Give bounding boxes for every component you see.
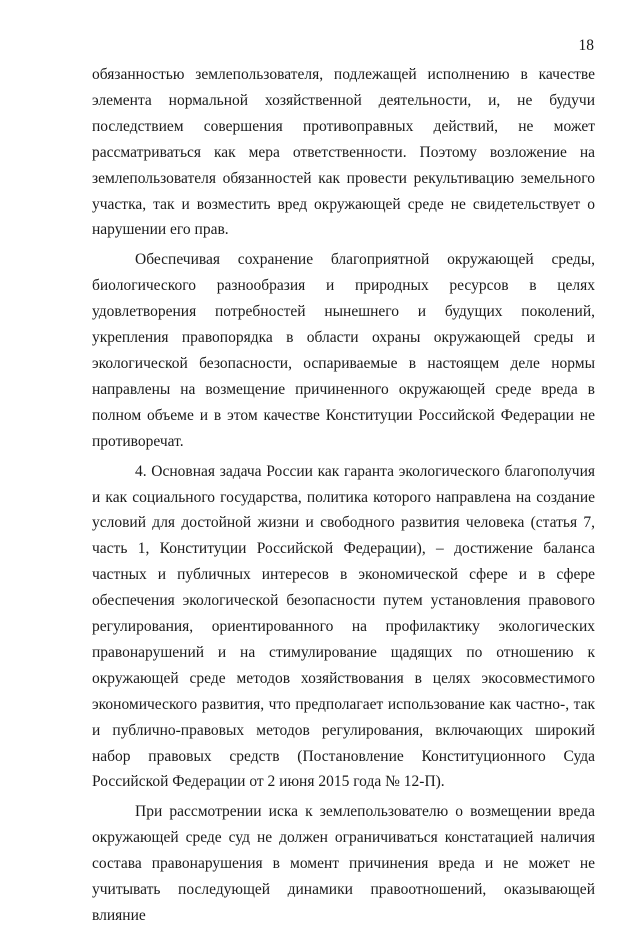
paragraph-section-4: 4. Основная задача России как гаранта экологического благополучия и как социального государства, политика которого направлена на создание условий для достойной жизни и свободного развития человека (статья 7, часть 1, Конституции Российской Федерации), – достижение баланса частных и публичных интересов в экономической сфере и в сфере обеспечения экологической безопасности путем установления правового регулирования, ориентированного на профилактику экологических правонарушений и на стимулирование щадящих по отношению к окружающей среде методов хозяйствования в целях экосовместимого экономического развития, что предполагает использование как частно-, так и публично-правовых методов регулирования, включающих широкий набор правовых средств (Постановление Конституционного Суда Российской Федерации от 2 июня 2015 года № 12-П). — [92, 462, 595, 791]
page-number: 18 — [578, 37, 594, 54]
paragraph-continuation: обязанностью землепользователя, подлежащей исполнению в качестве элемента нормальной хозяйственной деятельности, и, не будучи последствием совершения противоправных действий, не может рассматриваться как мера ответственности. Поэтому возложение на землепользователя обязанностей как провести рекультивацию земельного участка, так и возместить вред окружающей среде не свидетельствует о нарушении его прав. — [92, 66, 595, 239]
paragraph: Обеспечивая сохранение благоприятной окружающей среды, биологического разнообразия и природных ресурсов в целях удовлетворения потребностей нынешнего и будущих поколений, укрепления правопорядка в области охраны окружающей среды и экологической безопасности, оспариваемые в настоящем деле нормы направлены на возмещение причиненного окружающей среде вреда в полном объеме и в этом качестве Конституции Российской Федерации не противоречат. — [92, 251, 595, 450]
document-body — [92, 62, 595, 929]
paragraph: При рассмотрении иска к землепользователю о возмещении вреда окружающей среде суд не должен ограничиваться констатацией наличия состава правонарушения в момент причинения вреда и не может не учитывать последующей динамики правоотношений, оказывающей влияние — [92, 803, 595, 924]
